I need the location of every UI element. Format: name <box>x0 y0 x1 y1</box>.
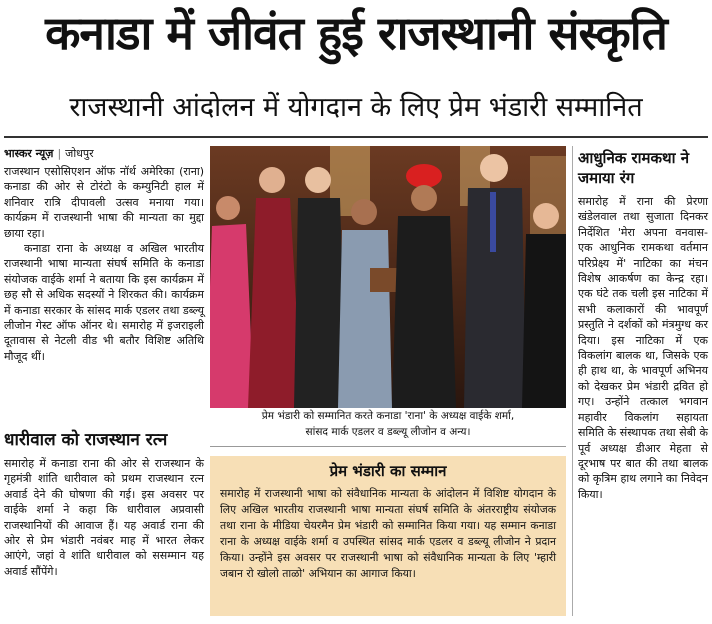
byline-source: भास्कर न्यूज़ <box>4 147 54 160</box>
byline: भास्कर न्यूज़ | जोधपुर <box>4 147 94 160</box>
left-column-body <box>4 164 204 364</box>
column-divider <box>572 146 573 616</box>
section-heading: धारीवाल को राजस्थान रत्न <box>4 430 168 450</box>
caption-line: सांसद मार्क एडलर व डब्ल्यू लीजोन व अन्य। <box>305 426 471 438</box>
subheadline: राजस्थानी आंदोलन में योगदान के लिए प्रेम भंडारी सम्मानित <box>69 92 643 123</box>
right-column-heading: आधुनिक रामकथा ने जमाया रंग <box>578 149 690 187</box>
photo-illustration <box>210 146 566 408</box>
byline-location: जोधपुर <box>65 147 94 160</box>
box-title: प्रेम भंडारी का सम्मान <box>329 462 447 480</box>
event-photo <box>210 146 566 408</box>
section-text: समारोह में कनाडा राना की ओर से राजस्थान के गृहमंत्री शांति धारीवाल को प्रथम राजस्थान रत्न अवार्ड देने की घोषणा की गई। इस अवसर पर वाईके शर्मा ने कहा कि धारीवाल अप्रवासी राजस्थानियों की आवाज हैं। यह अवार्ड राना की ओर से प्रेम भंडारी नवंबर माह में भारत लेकर आएंगे, जहां वे शांति धारीवाल को ससम्मान यह अवार्ड सौंपेंगे। <box>4 457 204 578</box>
caption-line: प्रेम भंडारी को सम्मानित करते कनाडा 'राना' के अध्यक्ष वाईके शर्मा, <box>261 410 515 422</box>
right-column-text: समारोह में राना की प्रेरणा खंडेलवाल तथा सुजाता दिनकर निर्देशित 'मेरा अपना वनवास- एक आधुनिक रामकथा वर्तमान परिप्रेक्ष्य में' नाटिका का मंचन विशेष आकर्षण का केन्द्र रहा। एक घंटे तक चली इस नाटिका में सभी कलाकारों की भावपूर्ण प्रस्तुति ने दर्शकों को मंत्रमुग्ध कर दिया। इस नाटिका में एक विकलांग बालक था, जिसके एक ही हाथ था, के भावपूर्ण अभिनय को देखकर प्रेम भंडारी द्रवित हो गए। उन्होंने तत्काल भगवान महावीर विकलांग सहायता समिति के संस्थापक तथा सेबी के पूर्व अध्यक्ष डीआर मेहता से दूरभाष पर बात की तथा बालक को कृत्रिम हाथ लगाने का निवेदन किया। <box>578 195 708 501</box>
box-text: समारोह में राजस्थानी भाषा को संवैधानिक मान्यता के आंदोलन में विशिष्ट योगदान के लिए अखिल भारतीय राजस्थानी भाषा मान्यता संघर्ष समिति के अंतरराष्ट्रीय संयोजक तथा राना के मीडिया चेयरमैन प्रेम भंडारी को सम्मानित किया गया। यह सम्मान कनाडा राना के अध्यक्ष वाईके शर्मा व उपस्थित सांसद मार्क एडलर व डब्ल्यू लीजोन ने प्रदान किया। उन्होंने इस अवसर पर राजस्थानी भाषा को संवैधानिक मान्यता के लिए 'म्हारी जबान रो खोलो ताळो' अभियान का आगाज किया। <box>220 487 556 580</box>
paragraph: कनाडा राना के अध्यक्ष व अखिल भारतीय राजस्थानी भाषा मान्यता संघर्ष समिति के कनाडा संयोजक वाईके शर्मा ने बताया कि इस कार्यक्रम में छह सौ से अधिक सदस्यों ने शिरकत की। कार्यक्रम में कनाडा सरकार के सांसद मार्क एडलर तथा डब्ल्यू लीजोन गेस्ट ऑफ ऑनर थे। समारोह में इजराइली दूतावास से नेटली वीड भी बतौर विशिष्ट अतिथि मौजूद थीं। <box>4 242 204 363</box>
photo-caption <box>210 408 566 447</box>
divider <box>4 136 708 138</box>
headline: कनाडा में जीवंत हुई राजस्थानी संस्कृति <box>45 6 667 60</box>
paragraph: राजस्थान एसोसिएशन ऑफ नॉर्थ अमेरिका (राना) कनाडा की ओर से टोरंटो के कम्युनिटी हाल में शनिवार रात्रि दीपावली उत्सव मनाया गया। कार्यक्रम में राजस्थानी भाषा की मान्यता का मुद्दा छाया रहा। <box>4 165 204 240</box>
